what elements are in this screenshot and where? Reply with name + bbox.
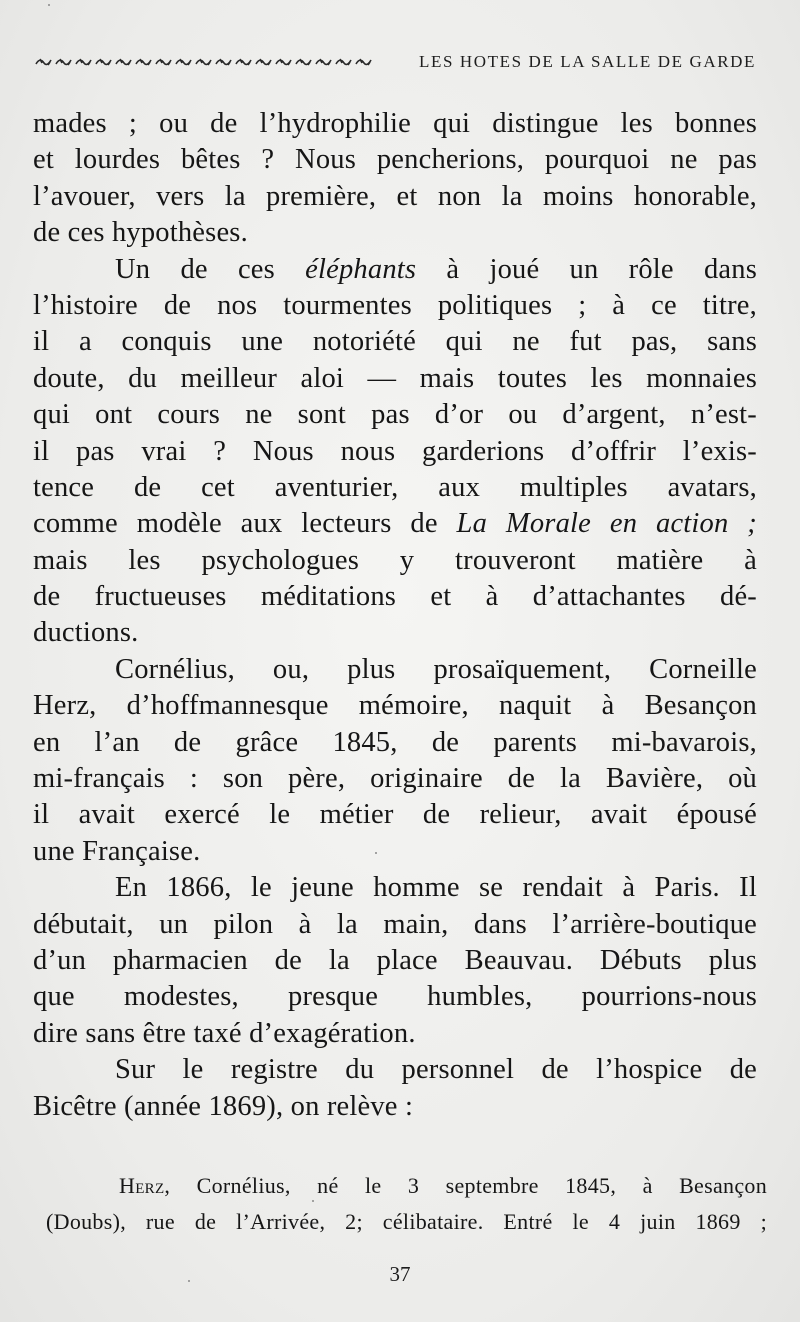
- text-line-part: à joué un rôle dans: [416, 253, 757, 285]
- text-line: d’un pharmacien de la place Beauvau. Débuts plus: [33, 944, 757, 976]
- text-line: doute, du meilleur aloi — mais toutes les monnaies: [33, 362, 757, 394]
- text-line: une Française.: [33, 835, 201, 867]
- ornament-motif-icon: [116, 59, 131, 65]
- italic-title: La Morale en action ;: [456, 508, 757, 540]
- text-line-part: Un de ces: [115, 253, 306, 285]
- ornament-pattern-icon: [32, 55, 374, 69]
- ornament-motif-icon: [136, 59, 151, 65]
- decorative-ornament-band: [32, 54, 374, 70]
- text-line: ductions.: [33, 617, 139, 649]
- ornament-motif-icon: [36, 59, 51, 65]
- ornament-motif-icon: [336, 59, 351, 65]
- ornament-motif-icon: [196, 59, 211, 65]
- text-line: Bicêtre (année 1869), on relève :: [33, 1090, 414, 1122]
- ornament-motif-icon: [316, 59, 331, 65]
- text-line: qui ont cours ne sont pas d’or ou d’argent, n’est-: [33, 399, 757, 431]
- text-line: dire sans être taxé d’exagération.: [33, 1017, 416, 1049]
- ornament-motif-icon: [76, 59, 91, 65]
- ornament-motif-icon: [176, 59, 191, 65]
- ornament-motif-icon: [56, 59, 71, 65]
- text-line: [33, 252, 757, 288]
- paper-speck: [188, 1280, 190, 1282]
- page-number: 37: [389, 1262, 411, 1286]
- text-line: mades ; ou de l’hydrophilie qui distingue les bonnes: [33, 108, 757, 139]
- text-line-part: comme modèle aux lecteurs de: [33, 508, 457, 540]
- ornament-motif-icon: [216, 59, 231, 65]
- body-text: [33, 106, 757, 1125]
- citation-name: Herz: [119, 1173, 165, 1198]
- ornament-motif-icon: [276, 59, 291, 65]
- text-line: En 1866, le jeune homme se rendait à Paris. Il: [115, 872, 757, 904]
- page-header: [32, 50, 756, 74]
- text-line: Sur le registre du personnel de l’hospice de: [115, 1054, 757, 1086]
- text-line: il avait exercé le métier de relieur, avait épousé: [33, 799, 757, 831]
- citation-line-rest: , Cornélius, né le 3 septembre 1845, à Besançon: [164, 1173, 767, 1198]
- text-line: l’avouer, vers la première, et non la moins honorable,: [33, 180, 757, 212]
- paper-speck: [48, 4, 50, 6]
- italic-title: éléphants: [305, 253, 417, 285]
- text-line: mi-français : son père, originaire de la Bavière, où: [33, 763, 757, 795]
- ornament-motif-icon: [296, 59, 311, 65]
- text-line: il pas vrai ? Nous nous garderions d’offrir l’exis-: [33, 435, 757, 467]
- ornament-motif-icon: [256, 59, 271, 65]
- text-line: Cornélius, ou, plus prosaïquement, Corneille: [115, 653, 757, 685]
- text-line: l’histoire de nos tourmentes politiques ; à ce titre,: [33, 289, 757, 321]
- text-line: en l’an de grâce 1845, de parents mi-bavarois,: [33, 726, 757, 758]
- ornament-motif-icon: [156, 59, 171, 65]
- text-line: il a conquis une notoriété qui ne fut pas, sans: [33, 326, 757, 358]
- citation-line: (Doubs), rue de l’Arrivée, 2; célibataire. Entré le 4 juin 1869 ;: [46, 1209, 767, 1234]
- ornament-motif-icon: [236, 59, 251, 65]
- text-line: tence de cet aventurier, aux multiples avatars,: [33, 471, 757, 503]
- running-head: LES HOTES DE LA SALLE DE GARDE: [419, 52, 756, 71]
- text-line: et lourdes bêtes ? Nous pencherions, pourquoi ne pas: [33, 144, 757, 176]
- text-line: de ces hypothèses.: [33, 217, 248, 249]
- ornament-motif-icon: [96, 59, 111, 65]
- paper-speck: [375, 852, 377, 854]
- ornament-motif-icon: [356, 59, 371, 65]
- text-line: débutait, un pilon à la main, dans l’arrière-boutique: [33, 908, 757, 940]
- register-citation: [46, 1168, 767, 1240]
- text-line: de fructueuses méditations et à d’attachantes dé-: [33, 581, 757, 613]
- text-line: [33, 506, 757, 542]
- text-line: que modestes, presque humbles, pourrions-nous: [33, 981, 757, 1013]
- text-line: Herz, d’hoffmannesque mémoire, naquit à Besançon: [33, 690, 757, 722]
- text-line: mais les psychologues y trouveront matière à: [33, 544, 757, 576]
- citation-line: [46, 1168, 767, 1204]
- paper-speck: [312, 1200, 314, 1202]
